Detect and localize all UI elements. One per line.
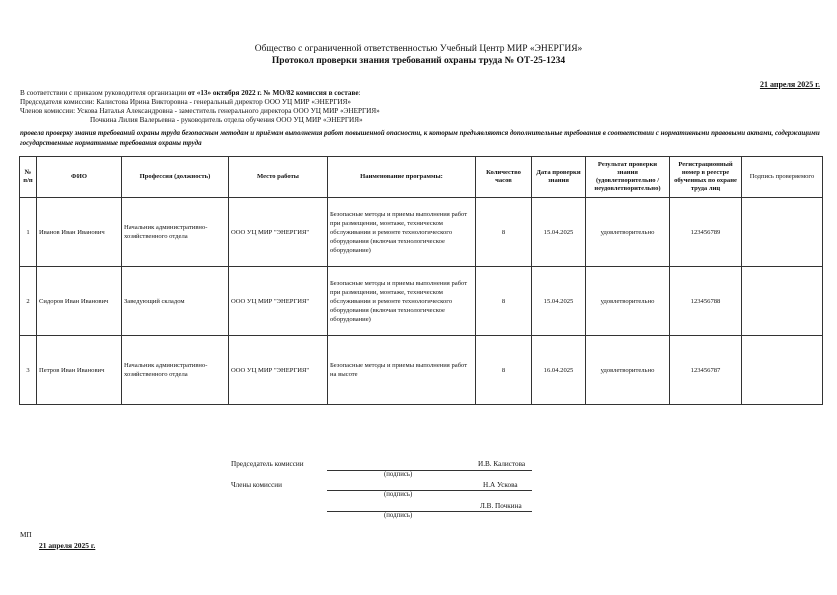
table-row [20, 198, 823, 267]
stamp-place: МП [20, 531, 32, 539]
cell-date: 16.04.2025 [532, 336, 586, 405]
protocol-title: Протокол проверки знания требований охраны труда № ОТ-25-1234 [271, 56, 566, 66]
cell-sign [742, 267, 823, 336]
cell-reg: 123456787 [670, 336, 742, 405]
cell-profession: Начальник административно-хозяйственного отдела [122, 336, 229, 405]
document-date: 21 апреля 2025 г. [759, 80, 820, 89]
table-row [20, 336, 823, 405]
cell-num: 3 [20, 336, 37, 405]
cell-sign [742, 336, 823, 405]
col-sign: Подпись проверяемого [742, 157, 823, 198]
order-prefix: В соответствии с приказом руководителя организации [20, 89, 188, 97]
chair-name: И.В. Калистова [478, 460, 526, 468]
cell-sign [742, 198, 823, 267]
cell-program: Безопасные методы и приемы выполнения работ при размещении, монтаже, техническом обслуживании и ремонте технологического оборудования (включая технологическое оборудование) [328, 267, 476, 336]
chair-line: Председателя комиссии: Калистова Ирина Викторовна - генеральный директор ООО УЦ МИР «ЭНЕРГИЯ» [20, 98, 351, 106]
cell-profession: Заведующий складом [122, 267, 229, 336]
chair-podpis: (подпись) [384, 471, 413, 478]
cell-hours: 8 [476, 198, 532, 267]
chair-label: Председатель комиссии [231, 460, 304, 468]
table-row [20, 267, 823, 336]
cell-workplace: ООО УЦ МИР "ЭНЕРГИЯ" [229, 336, 328, 405]
col-profession: Профессия (должность) [122, 157, 229, 198]
col-num: № п/п [20, 157, 37, 198]
col-program: Наименование программы: [328, 157, 476, 198]
cell-date: 15.04.2025 [532, 198, 586, 267]
cell-profession: Начальник административно-хозяйственного отдела [122, 198, 229, 267]
order-line [20, 89, 380, 98]
chair-signature-line [327, 470, 532, 471]
cell-result: удовлетворительно [586, 267, 670, 336]
cell-fio: Сидоров Иван Иванович [37, 267, 122, 336]
organization-name: Общество с ограниченной ответственностью Учебный Центр МИР «ЭНЕРГИЯ» [254, 44, 583, 54]
table-header-row [20, 157, 823, 198]
col-date: Дата проверки знания [532, 157, 586, 198]
footer-date: 21 апреля 2025 г. [39, 541, 96, 550]
col-reg: Регистрационный номер в реестре обученных по охране труда лиц [670, 157, 742, 198]
cell-result: удовлетворительно [586, 198, 670, 267]
member2-line: Почкина Лилия Валерьевна - руководитель отдела обучения ООО УЦ МИР «ЭНЕРГИЯ» [90, 116, 363, 124]
member1-line: Членов комиссии: Ускова Наталья Александровна - заместитель генерального директора ООО УЦ МИР «ЭНЕРГИЯ» [20, 107, 380, 115]
cell-fio: Петров Иван Иванович [37, 336, 122, 405]
intro-block [20, 89, 380, 125]
col-result: Результат проверки знания (удовлетворительно / неудовлетворительно) [586, 157, 670, 198]
cell-reg: 123456788 [670, 267, 742, 336]
order-reference: от «13» октября 2022 г. № МО/82 комиссия в составе [187, 89, 359, 97]
commission-note: провела проверку знания требований охраны труда безопасным методам и приёмам выполнения работ повышенной опасности, к которым предъявляются дополнительные требования в соответствии с нормативными правовыми актами, содержащими государственные нормативные требования охраны труда [20, 129, 820, 147]
cell-result: удовлетворительно [586, 336, 670, 405]
cell-program: Безопасные методы и приемы выполнения работ на высоте [328, 336, 476, 405]
member2-podpis: (подпись) [384, 512, 413, 519]
cell-hours: 8 [476, 267, 532, 336]
member1-podpis: (подпись) [384, 491, 413, 498]
member2-signature-line [327, 511, 532, 512]
col-workplace: Место работы [229, 157, 328, 198]
col-fio: ФИО [37, 157, 122, 198]
cell-date: 15.04.2025 [532, 267, 586, 336]
col-hours: Количество часов [476, 157, 532, 198]
results-table [19, 156, 823, 405]
cell-workplace: ООО УЦ МИР "ЭНЕРГИЯ" [229, 267, 328, 336]
order-suffix: : [358, 89, 361, 97]
cell-reg: 123456789 [670, 198, 742, 267]
members-label: Члены комиссии [231, 481, 282, 489]
cell-program: Безопасные методы и приемы выполнения работ при размещении, монтаже, техническом обслуживании и ремонте технологического оборудования (включая технологическое оборудование) [328, 198, 476, 267]
member1-name: Н.А Ускова [483, 481, 518, 489]
cell-num: 2 [20, 267, 37, 336]
cell-fio: Иванов Иван Иванович [37, 198, 122, 267]
member2-name: Л.В. Почкина [480, 502, 522, 510]
member1-signature-line [327, 490, 532, 491]
cell-num: 1 [20, 198, 37, 267]
cell-hours: 8 [476, 336, 532, 405]
cell-workplace: ООО УЦ МИР "ЭНЕРГИЯ" [229, 198, 328, 267]
